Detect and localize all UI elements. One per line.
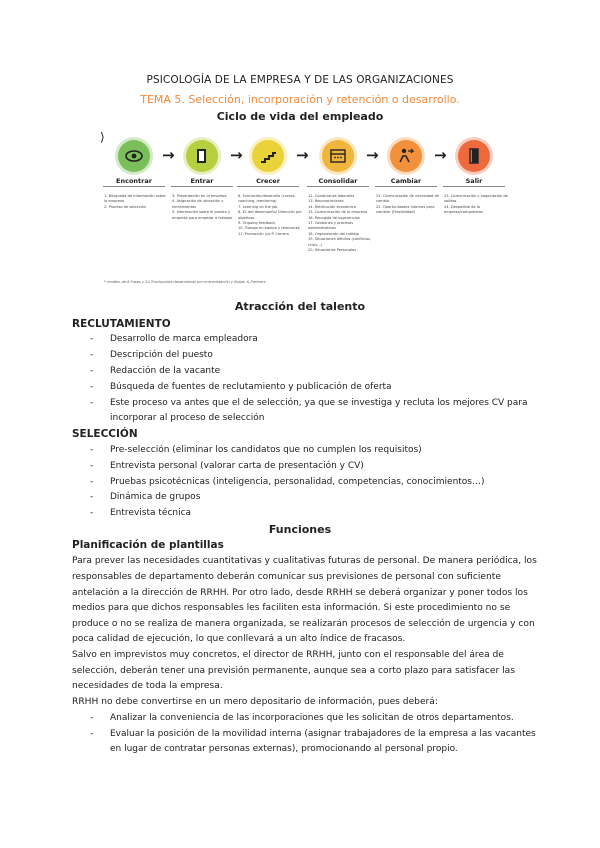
stage-underline bbox=[443, 186, 505, 187]
stage-circle-entrar bbox=[186, 140, 218, 172]
touchpoint-item: 9. Ongoing feedback bbox=[238, 221, 276, 226]
touchpoint-item: 18. Organización del trabajo bbox=[308, 231, 359, 236]
touchpoint-item: 13. Reconocimiento bbox=[308, 199, 344, 204]
arrow-right-icon: → bbox=[366, 146, 379, 164]
stairs-icon bbox=[252, 140, 284, 172]
stage-circle-salir bbox=[458, 140, 490, 172]
stage-underline bbox=[375, 186, 437, 187]
door-enter-icon bbox=[186, 140, 218, 172]
touchpoint-item: 5. Información sobre el puesto y empresa para empezar a trabajar bbox=[172, 210, 233, 220]
stage-label: Salir bbox=[465, 177, 483, 185]
document-title: PSICOLOGÍA DE LA EMPRESA Y DE LAS ORGANIZACIONES bbox=[146, 74, 454, 86]
paragraph-line: necesidades de toda la empresa. bbox=[72, 681, 223, 691]
touchpoint-item: 24. Despedida de la empresa/compañeros bbox=[444, 204, 484, 215]
touchpoint-item: 7. Learning on the job bbox=[238, 204, 278, 209]
touchpoint-item: 23. Comunicación y negociación de salidas bbox=[444, 194, 508, 204]
seleccion-heading: SELECCIÓN bbox=[72, 428, 138, 440]
paragraph-line: poca calidad de ejecución, lo que conllevará a un alto índice de fracasos. bbox=[72, 634, 406, 644]
document-page: PSICOLOGÍA DE LA EMPRESA Y DE LAS ORGANIZACIONES TEMA 5. Selección, incorporación y retención o desarrollo. Ciclo de vida del empleado ⟩ → → → → → Encontrar Entrar Crecer Consolidar Cambiar Salir 1. Búsqueda de información sobre la empresa 2. Proceso de selección 3. Presentación en la empresa 4. Asignación de ubicación y herramientas 5. Información sobre el puesto y empresa para empezar a trabajar 6. Formación/desarrollo (cursos, coaching, mentoring) 7. Learning on the job 8. EL del desempeño/ Dirección por objetivos 9. Ongoing feedback 10. Trabajo en equipo y relaciones 11. Promoción y/o P. Carrera 12. Condiciones laborales 13. Reconocimiento 14. Retribución económica 15. Comunicación de la empresa 16. Recogida de sugerencias 17. Gestiones y procesos administrativos 18. Organización del trabajo 19. Situaciones difíciles (conflictos, crisis...) 20. Situaciones Personales 21. Comunicación de necesidad de cambio 22. Oportunidades internas para cambiar (Flexibilidad) 23. Comunicación y negociación de salidas 24. Despedida de la empresa/compañeros * modelo de 6 Fases y 24 Touchpoints desarrollado por entrevistación y Buljan & Partners Atracción del talento RECLUTAMIENTO - Desarrollo de marca empleadora - Descripción del puesto - Redacción de la vacante - Búsqueda de fuentes de reclutamiento y publicación de oferta - Este proceso va antes que el de selección, ya que se investiga y recluta los mejores CV para incorporar al proceso de selección SELECCIÓN - Pre-selección (eliminar los candidatos que no cumplen los requisitos) - Entrevista personal (valorar carta de presentación y CV) - Pruebas psicotécnicas (inteligencia, personalidad, competencias, conocimientos…) - Dinámica de grupos - Entrevista técnica Funciones Planificación de plantillas Para prever las necesidades cuantitativas y cualitativas futuras de personal. De manera periódica, los responsables de departamento deberán comunicar sus previsiones de personal con suficiente antelación a la dirección de RRHH. Por otro lado, desde RRHH se deberá organizar y poner todos los medios para que dichos responsables les faciliten esta información. Si este procedimiento no se produce o no se realiza de manera organizada, se realizarán procesos de selección de urgencia y con poca calidad de ejecución, lo que conllevará a un alto índice de fracasos. Salvo en imprevistos muy concretos, el director de RRHH, junto con el responsable del área de selección, deberán tener una previsión permanente, aunque sea a corto plazo para satisfacer las necesidades de toda la empresa. RRHH no debe convertirse en un mero depositario de información, pues deberá: - Analizar la conveniencia de las incorporaciones que les solicitan de otros departamentos. - Evaluar la posición de la movilidad interna (asignar trabajadores de la empresa a las vacantes en lugar de contratar personas externas), promocionando al personal propio. bbox=[0, 0, 600, 848]
topic-title: TEMA 5. Selección, incorporación y retención o desarrollo. bbox=[140, 93, 460, 106]
paragraph-line: selección, deberán tener una previsión permanente, aunque sea a corto plazo para satisfacer las bbox=[72, 666, 515, 676]
stage-touchpoint-list bbox=[238, 194, 302, 237]
paragraph-line: produce o no se realiza de manera organizada, se realizarán procesos de selección de urgencia y con bbox=[72, 619, 535, 629]
touchpoint-item: 1. Búsqueda de información sobre la empresa bbox=[104, 194, 166, 204]
eye-icon bbox=[118, 140, 150, 172]
touchpoint-item: 14. Retribución económica bbox=[308, 204, 356, 209]
stage-circle-cambiar bbox=[390, 140, 422, 172]
door-exit-icon bbox=[458, 140, 490, 172]
arrow-right-icon: → bbox=[296, 146, 309, 164]
paragraph-line: Salvo en imprevistos muy concretos, el director de RRHH, junto con el responsable del área de bbox=[72, 650, 504, 660]
planificacion-heading: Planificación de plantillas bbox=[72, 539, 224, 551]
person-move-icon bbox=[390, 140, 422, 172]
stage-underline bbox=[171, 186, 233, 187]
touchpoint-item: 22. Oportunidades internas para cambiar (Flexibilidad) bbox=[376, 204, 435, 215]
touchpoint-item: 17. Gestiones y procesos administrativos bbox=[308, 221, 354, 231]
stage-circle-consolidar bbox=[322, 140, 354, 172]
stage-circle-encontrar bbox=[118, 140, 150, 172]
paragraph-line: RRHH no debe convertirse en un mero depositario de información, pues deberá: bbox=[72, 697, 438, 707]
cursor-icon: ⟩ bbox=[100, 130, 105, 144]
atraccion-title: Atracción del talento bbox=[234, 300, 366, 313]
stage-label: Encontrar bbox=[116, 177, 152, 185]
paragraph-line: antelación a la dirección de RRHH. Por otro lado, desde RRHH se deberá organizar y poner todos los bbox=[72, 588, 528, 598]
stage-underline bbox=[237, 186, 299, 187]
stage-touchpoint-list bbox=[172, 194, 236, 221]
stage-touchpoints bbox=[100, 194, 508, 286]
paragraph-line: responsables de departamento deberán comunicar sus previsiones de personal con suficiente bbox=[72, 572, 501, 582]
touchpoint-item: 6. Formación/desarrollo (cursos, coaching, mentoring) bbox=[238, 194, 296, 204]
arrow-right-icon: → bbox=[434, 146, 447, 164]
stage-label: Entrar bbox=[190, 177, 214, 185]
paragraph-line: Para prever las necesidades cuantitativas y cualitativas futuras de personal. De manera periódica, los bbox=[72, 556, 537, 566]
stage-labels-row bbox=[100, 177, 500, 191]
touchpoint-item: 2. Proceso de selección bbox=[104, 204, 147, 209]
touchpoint-item: 16. Recogida de sugerencias bbox=[308, 215, 360, 220]
paragraph-line: medios para que dichos responsables les faciliten esta información. Si este procedimiento no se bbox=[72, 603, 511, 613]
arrow-right-icon: → bbox=[162, 146, 175, 164]
touchpoint-item: 3. Presentación en la empresa bbox=[172, 194, 227, 198]
stage-underline bbox=[307, 186, 369, 187]
touchpoint-item: 12. Condiciones laborales bbox=[308, 194, 355, 198]
employee-lifecycle-diagram bbox=[100, 128, 508, 288]
touchpoint-item: 10. Trabajo en equipo y relaciones bbox=[238, 226, 300, 231]
touchpoint-item: 8. EL del desempeño/ Dirección por objetivos bbox=[238, 210, 302, 220]
touchpoint-item: 20. Situaciones Personales bbox=[308, 248, 357, 253]
stage-icons-row bbox=[100, 132, 500, 182]
touchpoint-item: 4. Asignación de ubicación y herramientas bbox=[172, 199, 224, 209]
stage-touchpoint-list bbox=[104, 194, 168, 210]
reclutamiento-heading: RECLUTAMIENTO bbox=[72, 318, 171, 330]
touchpoint-item: 21. Comunicación de necesidad de cambio bbox=[376, 194, 439, 204]
touchpoint-item: 15. Comunicación de la empresa bbox=[308, 210, 368, 215]
touchpoint-item: 11. Promoción y/o P. Carrera bbox=[238, 231, 289, 236]
calendar-icon bbox=[322, 140, 354, 172]
stage-label: Cambiar bbox=[390, 177, 422, 185]
diagram-title: Ciclo de vida del empleado bbox=[216, 110, 384, 123]
arrow-right-icon: → bbox=[230, 146, 243, 164]
touchpoint-item: 19. Situaciones difíciles (conflictos, crisis...) bbox=[308, 237, 372, 247]
stage-touchpoint-list bbox=[376, 194, 440, 216]
diagram-footnote: * modelo de 6 Fases y 24 Touchpoints desarrollado por entrevistación y Buljan & Partners bbox=[104, 280, 266, 284]
stage-label: Consolidar bbox=[318, 177, 358, 185]
stage-touchpoint-list bbox=[308, 194, 372, 253]
funciones-title: Funciones bbox=[268, 523, 332, 536]
stage-circle-crecer bbox=[252, 140, 284, 172]
stage-label: Crecer bbox=[256, 177, 280, 185]
stage-touchpoint-list bbox=[444, 194, 508, 216]
stage-underline bbox=[103, 186, 165, 187]
